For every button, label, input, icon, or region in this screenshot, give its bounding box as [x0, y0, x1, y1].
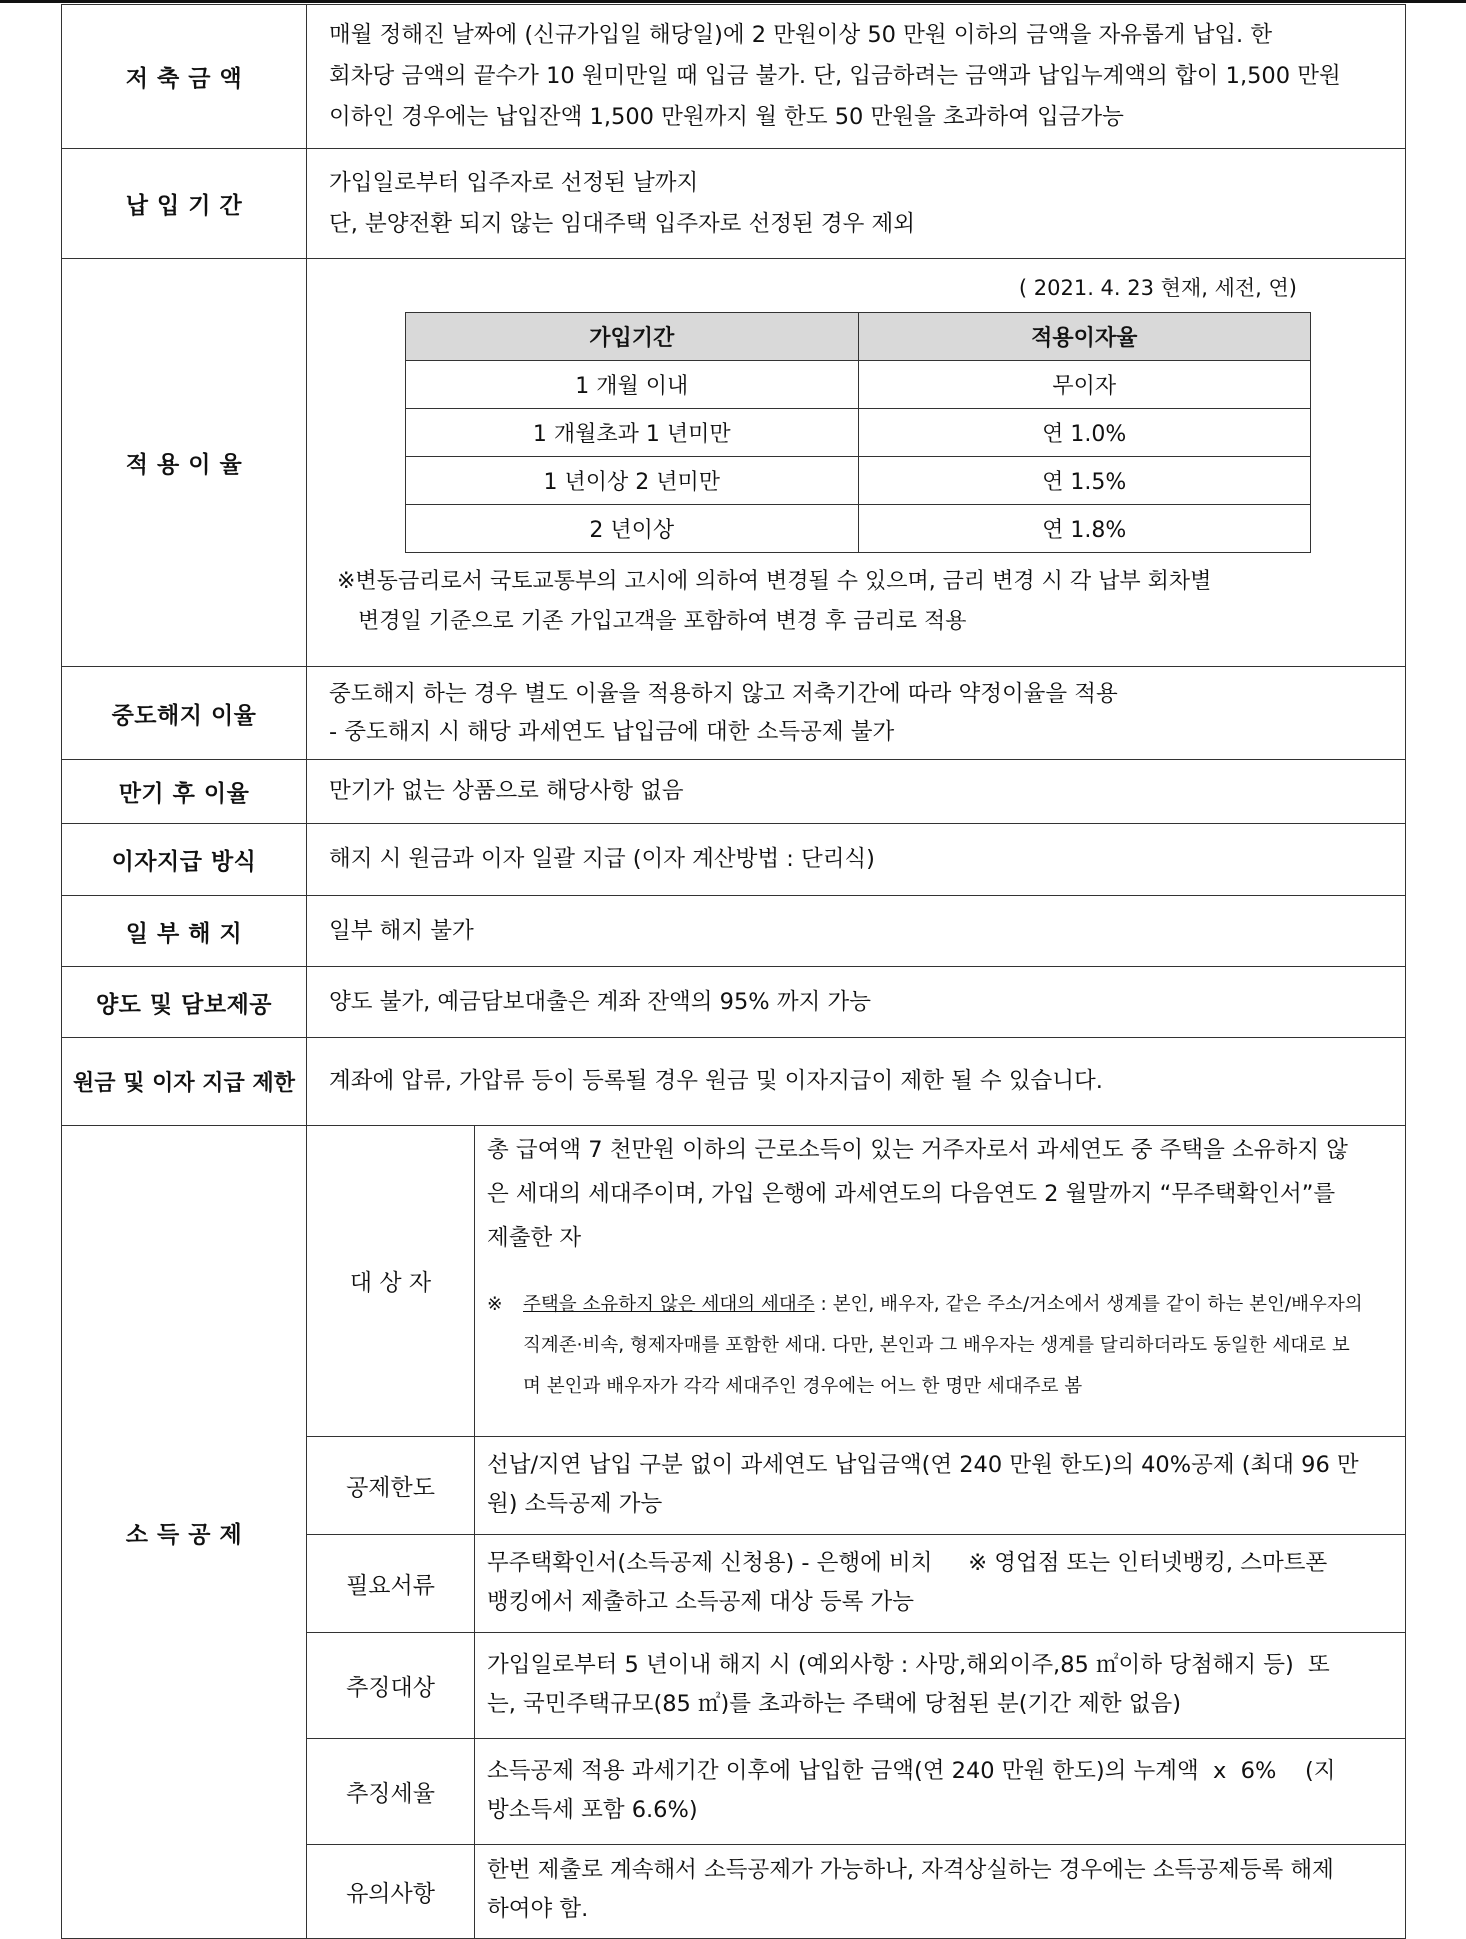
rate-period-cell: 2 년이상	[406, 504, 859, 552]
text-line: 일부 해지 불가	[329, 917, 474, 944]
text-line: 무주택확인서(소득공제 신청용) - 은행에 비치 ※ 영업점 또는 인터넷뱅킹, 스마트폰	[487, 1550, 1328, 1576]
content-deposit-amount	[307, 5, 1406, 149]
sublabel-recapture-rate: 추징세율	[307, 1738, 475, 1844]
label-partial-termination: 일 부 해 지	[62, 896, 307, 967]
text-line: 매월 정해진 날짜에 (신규가입일 해당일)에 2 만원이상 50 만원 이하의 금액을 자유롭게 납입. 한	[329, 22, 1273, 48]
sublabel-caution: 유의사항	[307, 1844, 475, 1938]
subcontent-limit	[475, 1436, 1406, 1534]
row-applied-rate	[62, 259, 1406, 667]
household-head-note	[487, 1284, 1399, 1325]
text-line: 한번 제출로 계속해서 소득공제가 가능하나, 자격상실하는 경우에는 소득공제등록 해제	[487, 1856, 1334, 1883]
rate-value-cell: 연 1.8%	[858, 504, 1311, 552]
row-after-maturity	[62, 760, 1406, 824]
text-line: 만기가 없는 상품으로 해당사항 없음	[329, 778, 684, 804]
content-after-maturity	[307, 760, 1406, 824]
rate-header-rate: 적용이자율	[858, 312, 1311, 360]
row-interest-payment	[62, 824, 1406, 896]
label-payment-period: 납 입 기 간	[62, 149, 307, 259]
content-applied-rate	[307, 259, 1406, 667]
content-interest-payment	[307, 824, 1406, 896]
content-early-termination	[307, 667, 1406, 760]
underlined-term: 주택을 소유하지 않은 세대의 세대주	[523, 1294, 815, 1315]
label-interest-payment: 이자지급 방식	[62, 824, 307, 896]
text-line: 양도 불가, 예금담보대출은 계좌 잔액의 95% 까지 가능	[329, 988, 871, 1015]
row-payment-period	[62, 149, 1406, 259]
subcontent-caution	[475, 1844, 1406, 1938]
content-income-deduction	[307, 1126, 1406, 1939]
row-payment-restriction	[62, 1038, 1406, 1126]
sub-row-recapture-rate	[307, 1738, 1405, 1844]
label-applied-rate: 적 용 이 율	[62, 259, 307, 667]
text-line: 가입일로부터 5 년이내 해지 시 (예외사항 : 사망,해외이주,85 ㎡이하 당첨해지 등) 또	[487, 1652, 1330, 1678]
text-line: 해지 시 원금과 이자 일괄 지급 (이자 계산방법 : 단리식)	[329, 846, 875, 872]
sub-row-target	[307, 1126, 1405, 1436]
text-line: 중도해지 하는 경우 별도 이율을 적용하지 않고 저축기간에 따라 약정이율을 적용	[329, 681, 1118, 707]
row-partial-termination	[62, 896, 1406, 967]
rate-value-cell: 연 1.0%	[858, 408, 1311, 456]
note-mark: ※	[487, 1294, 503, 1315]
sub-row-documents	[307, 1534, 1405, 1632]
product-terms-table	[61, 4, 1406, 1939]
row-deposit-amount	[62, 5, 1406, 149]
text-line: 변경일 기준으로 기존 가입고객을 포함하여 변경 후 금리로 적용	[337, 608, 967, 634]
rate-row	[406, 504, 1311, 552]
rate-period-cell: 1 년이상 2 년미만	[406, 456, 859, 504]
subcontent-target	[475, 1126, 1406, 1436]
sub-row-limit	[307, 1436, 1405, 1534]
text-line: 소득공제 적용 과세기간 이후에 납입한 금액(연 240 만원 한도)의 누계액 x 6% (지	[487, 1758, 1336, 1784]
subcontent-documents	[475, 1534, 1406, 1632]
row-early-termination	[62, 667, 1406, 760]
text-line: 계좌에 압류, 가압류 등이 등록될 경우 원금 및 이자지급이 제한 될 수 있습니다.	[329, 1068, 1103, 1094]
interest-rate-table	[405, 312, 1311, 553]
rate-value-cell: 연 1.5%	[858, 456, 1311, 504]
text-line: 선납/지연 납입 구분 없이 과세연도 납입금액(연 240 만원 한도)의 40%공제 (최대 96 만	[487, 1452, 1359, 1478]
content-partial-termination	[307, 896, 1406, 967]
text-line: 단, 분양전환 되지 않는 임대주택 입주자로 선정된 경우 제외	[329, 210, 916, 237]
text-line: 는, 국민주택규모(85 ㎡)를 초과하는 주택에 당첨된 분(기간 제한 없음)	[487, 1691, 1181, 1717]
text-line: 방소득세 포함 6.6%)	[487, 1797, 698, 1823]
rate-row	[406, 360, 1311, 408]
rate-header-period: 가입기간	[406, 312, 859, 360]
subcontent-recapture-target	[475, 1632, 1406, 1738]
rate-period-cell: 1 개월 이내	[406, 360, 859, 408]
text-line: 원) 소득공제 가능	[487, 1491, 663, 1517]
text-line: - 중도해지 시 해당 과세연도 납입금에 대한 소득공제 불가	[329, 719, 895, 745]
text-line: 제출한 자	[487, 1225, 582, 1251]
rate-as-of-note: ( 2021. 4. 23 현재, 세전, 연)	[1018, 275, 1297, 300]
content-transfer-collateral	[307, 967, 1406, 1038]
row-transfer-collateral	[62, 967, 1406, 1038]
rate-row	[406, 408, 1311, 456]
text-line: 이하인 경우에는 납입잔액 1,500 만원까지 월 한도 50 만원을 초과하여 입금가능	[329, 104, 1124, 130]
subcontent-recapture-rate	[475, 1738, 1406, 1844]
label-transfer-collateral: 양도 및 담보제공	[62, 967, 307, 1038]
rate-period-cell: 1 개월초과 1 년미만	[406, 408, 859, 456]
text-line: 하여야 함.	[487, 1895, 589, 1922]
label-deposit-amount: 저 축 금 액	[62, 5, 307, 149]
label-after-maturity: 만기 후 이율	[62, 760, 307, 824]
content-payment-period	[307, 149, 1406, 259]
text-line: 은 세대의 세대주이며, 가입 은행에 과세연도의 다음연도 2 월말까지 “무주택확인서”를	[487, 1181, 1336, 1207]
content-payment-restriction	[307, 1038, 1406, 1126]
variable-rate-note	[337, 562, 1211, 642]
label-income-deduction: 소 득 공 제	[62, 1126, 307, 1939]
row-income-deduction	[62, 1126, 1406, 1939]
top-border-line	[0, 0, 1466, 3]
text-line: 며 본인과 배우자가 각각 세대주인 경우에는 어느 한 명만 세대주로 봄	[523, 1376, 1083, 1397]
text-line: 직계존·비속, 형제자매를 포함한 세대. 다만, 본인과 그 배우자는 생계를 달리하더라도 동일한 세대로 보	[523, 1335, 1350, 1356]
text-line: 가입일로부터 입주자로 선정된 날까지	[329, 169, 699, 196]
text-line: 뱅킹에서 제출하고 소득공제 대상 등록 가능	[487, 1589, 914, 1615]
label-early-termination: 중도해지 이율	[62, 667, 307, 760]
text-line: : 본인, 배우자, 같은 주소/거소에서 생계를 같이 하는 본인/배우자의	[814, 1294, 1363, 1315]
label-payment-restriction: 원금 및 이자 지급 제한	[62, 1038, 307, 1126]
rate-row	[406, 456, 1311, 504]
sublabel-documents: 필요서류	[307, 1534, 475, 1632]
sub-row-recapture-target	[307, 1632, 1405, 1738]
income-deduction-subtable	[307, 1126, 1405, 1938]
text-line: 회차당 금액의 끝수가 10 원미만일 때 입금 불가. 단, 입금하려는 금액과 납입누계액의 합이 1,500 만원	[329, 63, 1341, 89]
text-line: 총 급여액 7 천만원 이하의 근로소득이 있는 거주자로서 과세연도 중 주택을 소유하지 않	[487, 1137, 1348, 1163]
sublabel-target: 대 상 자	[307, 1126, 475, 1436]
sublabel-limit: 공제한도	[307, 1436, 475, 1534]
sublabel-recapture-target: 추징대상	[307, 1632, 475, 1738]
text-line: ※변동금리로서 국토교통부의 고시에 의하여 변경될 수 있으며, 금리 변경 시 각 납부 회차별	[337, 568, 1212, 594]
rate-value-cell: 무이자	[858, 360, 1311, 408]
sub-row-caution	[307, 1844, 1405, 1938]
